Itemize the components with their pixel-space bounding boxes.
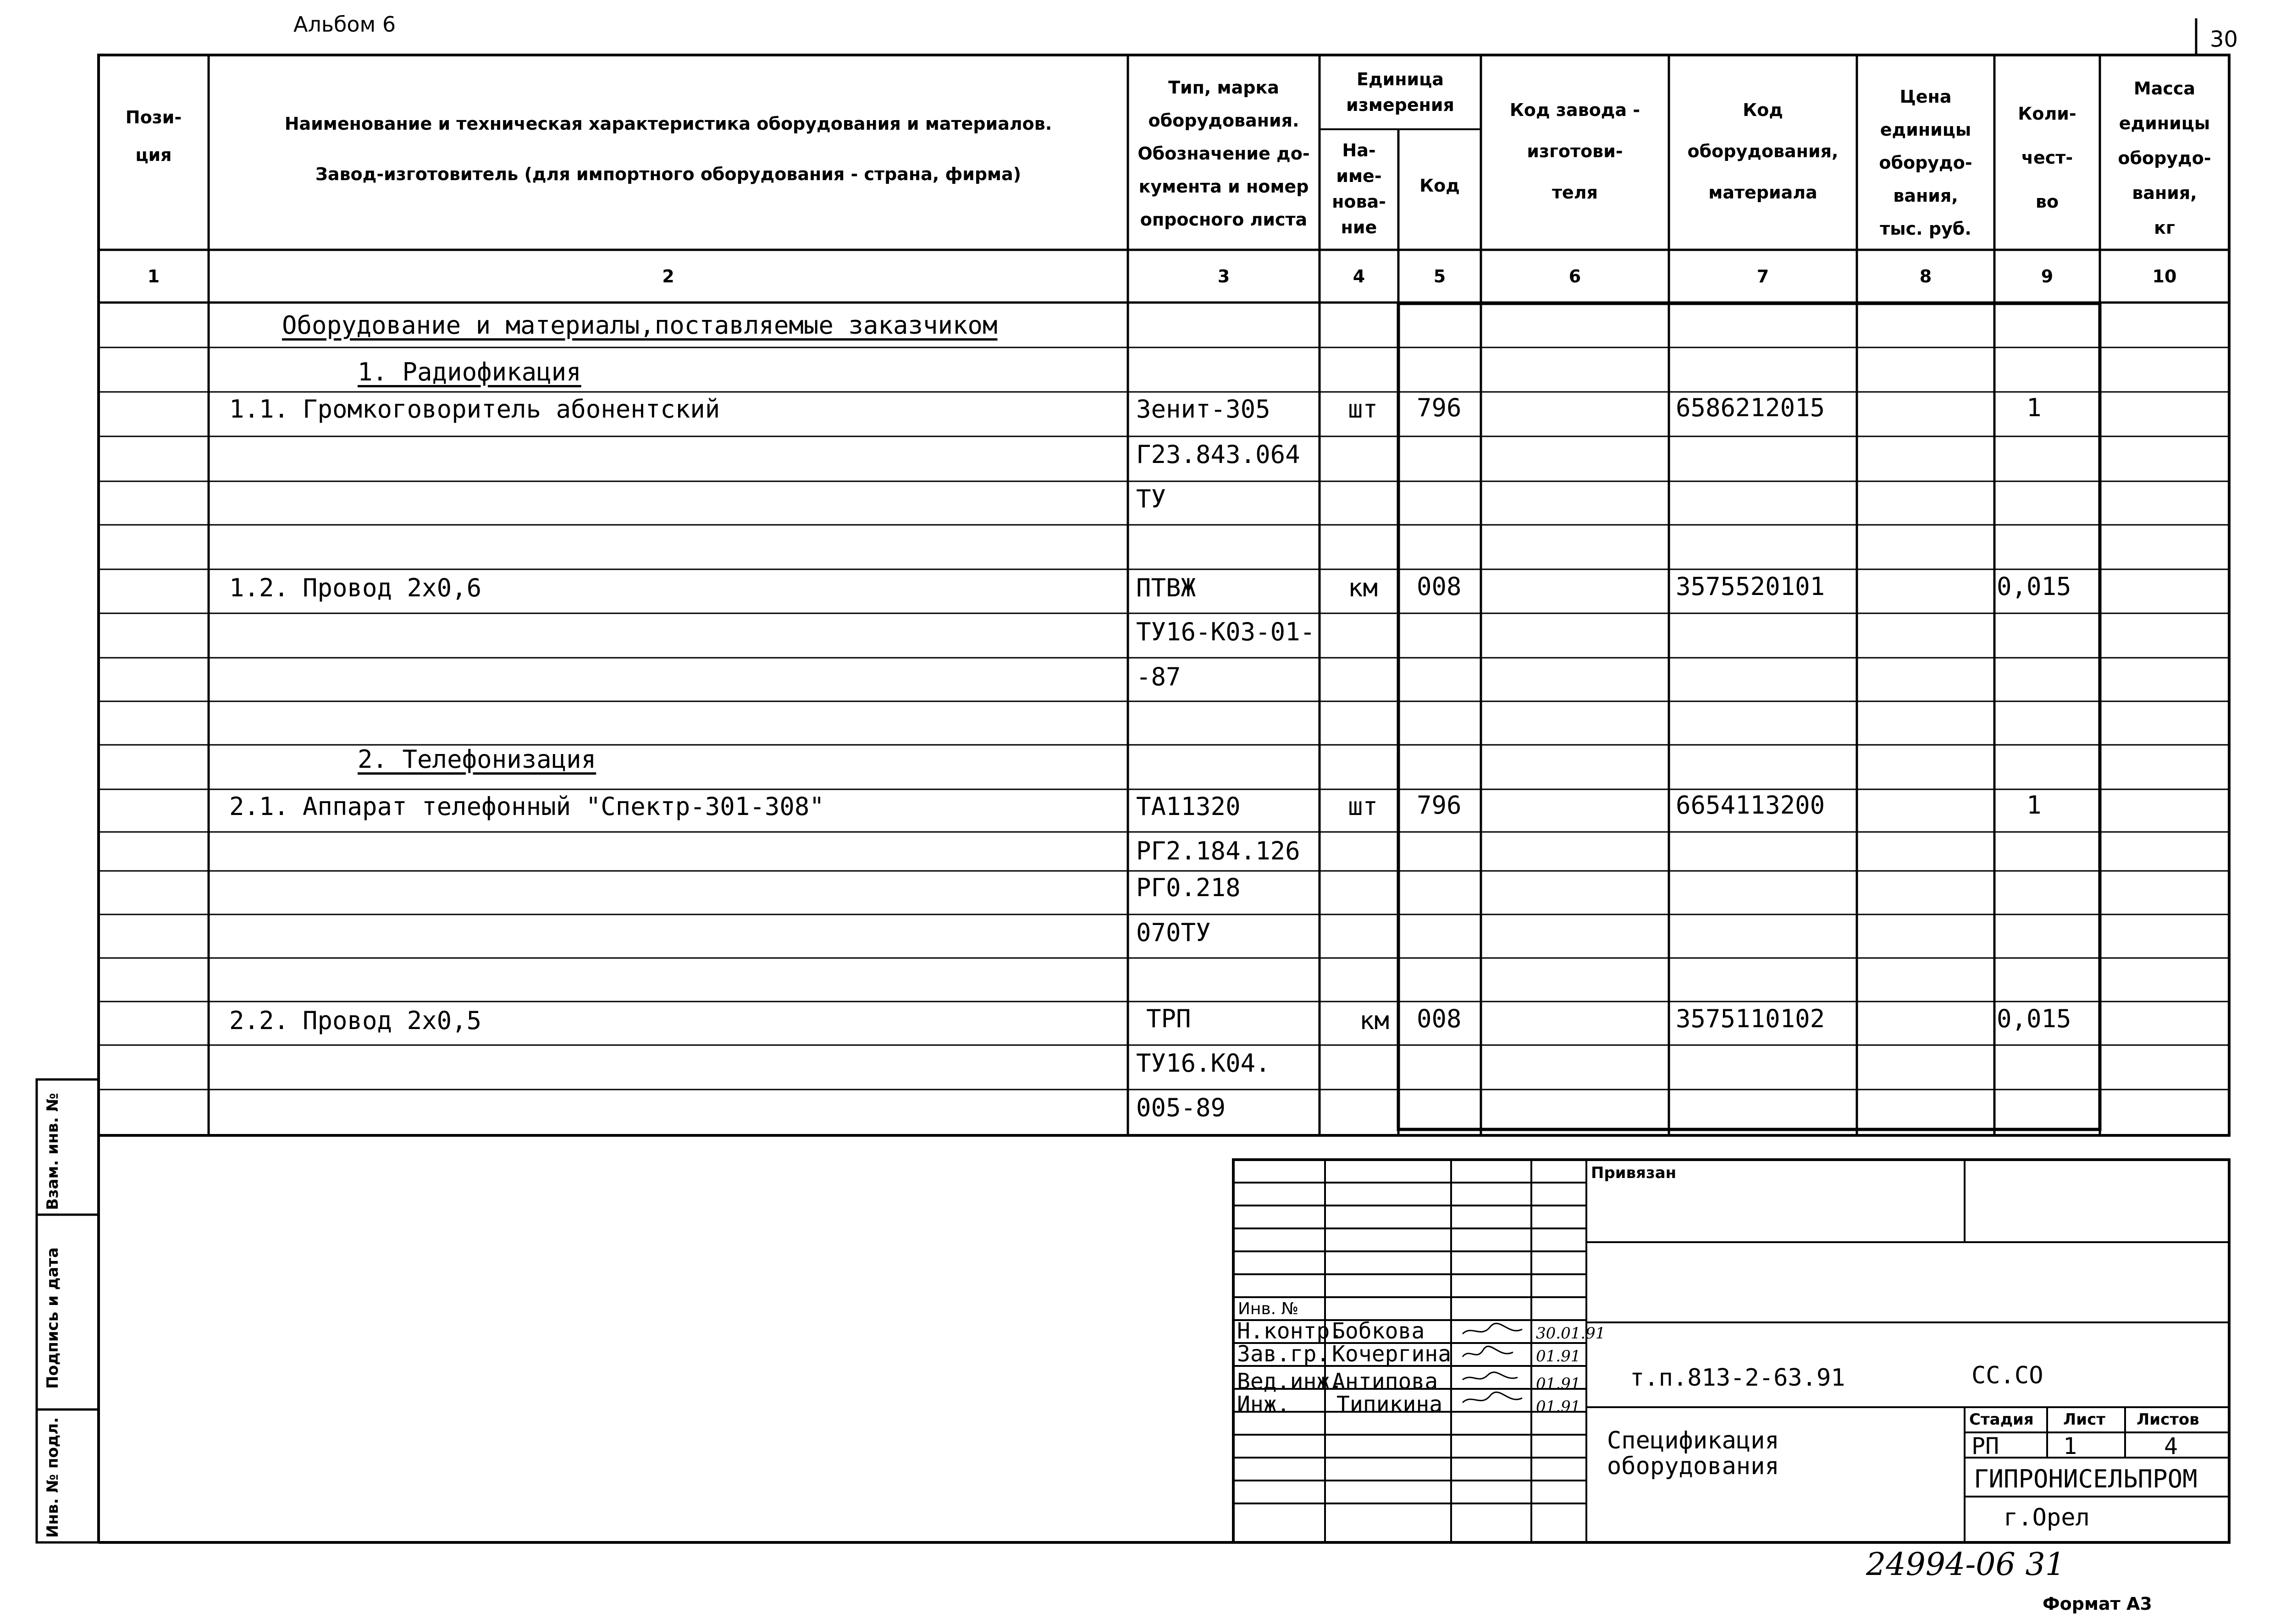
item-name: Провод 2х0,5: [303, 1006, 482, 1035]
item-name: Аппарат телефонный "Спектр-301-308": [303, 792, 824, 821]
stage-value: РП: [1971, 1433, 1999, 1459]
col-num-1: 1: [147, 266, 160, 286]
col-header-6: Код завода - изготови- теля: [1509, 100, 1640, 203]
subsection-phone: 2. Телефонизация: [358, 745, 596, 774]
sheet-label: Лист: [2063, 1410, 2105, 1429]
col-num-7: 7: [1756, 266, 1769, 286]
item-type: ТУ: [1136, 484, 1166, 513]
item-unit-code: 008: [1417, 1004, 1462, 1033]
item-unit-code: 796: [1417, 791, 1462, 820]
role-label: Инж.: [1237, 1392, 1290, 1417]
signatures: [1458, 1320, 1527, 1412]
col-num-5: 5: [1433, 266, 1446, 286]
col-header-4: На- име- нова- ние: [1332, 140, 1386, 237]
role-label: Н.контр.: [1237, 1318, 1343, 1344]
col-header-2a: Наименование и техническая характеристика оборудования и материалов.: [284, 114, 1052, 134]
album-label: Альбом 6: [293, 12, 396, 37]
item-name: Провод 2х0,6: [303, 573, 482, 602]
item-position: 1.2.: [229, 573, 289, 602]
item-equip-code: 3575110102: [1676, 1004, 1825, 1033]
stage-label: Стадия: [1969, 1410, 2034, 1429]
col-num-9: 9: [2041, 266, 2054, 286]
item-type: ТУ16.К04.: [1136, 1049, 1270, 1078]
item-unit: км: [1359, 1006, 1390, 1035]
item-type: ПТВЖ: [1136, 573, 1196, 602]
item-position: 2.2.: [229, 1006, 289, 1035]
role-name: Кочергина: [1332, 1341, 1452, 1367]
item-type: Зенит-305: [1136, 395, 1270, 424]
item-position: 1.1.: [229, 395, 289, 424]
inv-no-label: Инв. №: [1238, 1299, 1299, 1318]
item-unit: км: [1348, 573, 1378, 602]
item-type: РГ2.184.126: [1136, 837, 1300, 865]
col-header-7: Код оборудования, материала: [1687, 100, 1839, 203]
role-name: Антипова: [1332, 1369, 1438, 1394]
item-qty: 0,015: [1997, 572, 2071, 601]
item-equip-code: 3575520101: [1676, 572, 1825, 601]
item-equip-code: 6654113200: [1676, 791, 1825, 820]
item-qty: 0,015: [1997, 1004, 2071, 1033]
side-stamp-inv-podl: Инв. № подл.: [44, 1417, 62, 1538]
document-mark: СС.СО: [1971, 1362, 2043, 1389]
sheet-value: 1: [2063, 1433, 2077, 1459]
item-type: ТУ16-К03-01-: [1136, 617, 1315, 646]
role-date: 01.91: [1536, 1375, 1581, 1393]
format-label: Формат А3: [2043, 1594, 2152, 1614]
role-label: Зав.гр.: [1237, 1341, 1330, 1367]
col-num-6: 6: [1568, 266, 1581, 286]
document-title: Спецификация оборудования: [1607, 1427, 1779, 1480]
item-position: 2.1.: [229, 792, 289, 821]
item-unit: шт: [1348, 395, 1378, 424]
item-type: 070ТУ: [1136, 918, 1211, 947]
section-title: Оборудование и материалы,поставляемые заказчиком: [282, 311, 998, 340]
role-date: 30.01.91: [1536, 1324, 1606, 1343]
item-unit-code: 796: [1417, 393, 1462, 422]
col-header-9: Коли- чест- во: [2018, 104, 2076, 212]
item-type: -87: [1136, 662, 1181, 691]
col-header-unit-group: Единица измерения: [1346, 69, 1454, 115]
col-header-2b: Завод-изготовитель (для импортного оборудования - страна, фирма): [315, 164, 1022, 184]
side-stamp-inv-vzam: Взам. инв. №: [44, 1093, 62, 1210]
col-num-10: 10: [2152, 266, 2177, 286]
sheets-value: 4: [2164, 1433, 2178, 1459]
item-qty: 1: [2027, 393, 2042, 422]
item-name: Громкоговоритель абонентский: [303, 395, 720, 424]
item-unit: шт: [1348, 792, 1378, 821]
col-header-10: Масса единицы оборудо- вания, кг: [2118, 78, 2211, 238]
item-unit-code: 008: [1417, 572, 1462, 601]
col-header-3: Тип, марка оборудования. Обозначение до- кумента и номер опросного листа: [1138, 77, 1310, 230]
sheets-label: Листов: [2137, 1410, 2199, 1429]
organization: ГИПРОНИСЕЛЬПРОМ: [1974, 1464, 2198, 1493]
col-header-5: Код: [1419, 176, 1460, 196]
item-type: 005-89: [1136, 1093, 1226, 1122]
col-num-4: 4: [1353, 266, 1365, 286]
side-stamp-podpis: Подпись и дата: [44, 1247, 62, 1389]
privyazan-label: Привязан: [1591, 1164, 1677, 1182]
document-code: т.п.813-2-63.91: [1630, 1364, 1845, 1392]
item-qty: 1: [2027, 791, 2042, 820]
item-type: РГ0.218: [1136, 873, 1241, 902]
col-num-3: 3: [1217, 266, 1230, 286]
item-type: ТРП: [1146, 1004, 1191, 1033]
col-header-1: Пози- ция: [125, 107, 182, 165]
archive-number: 24994-06 31: [1866, 1547, 2065, 1583]
page-number: 30: [2210, 27, 2238, 52]
role-date: 01.91: [1536, 1398, 1581, 1416]
item-equip-code: 6586212015: [1676, 393, 1825, 422]
subsection-radio: 1. Радиофикация: [358, 358, 581, 386]
role-date: 01.91: [1536, 1347, 1581, 1365]
role-name: Типикина: [1336, 1392, 1443, 1417]
item-type: Г23.843.064: [1136, 440, 1300, 469]
role-name: Бобкова: [1332, 1318, 1425, 1344]
item-type: ТА11320: [1136, 792, 1241, 821]
col-header-8: Цена единицы оборудо- вания, тыс. руб.: [1879, 87, 1972, 239]
city: г.Орел: [2004, 1504, 2090, 1531]
role-label: Вед.инж.: [1237, 1369, 1343, 1394]
col-num-2: 2: [662, 266, 674, 286]
col-num-8: 8: [1919, 266, 1932, 286]
